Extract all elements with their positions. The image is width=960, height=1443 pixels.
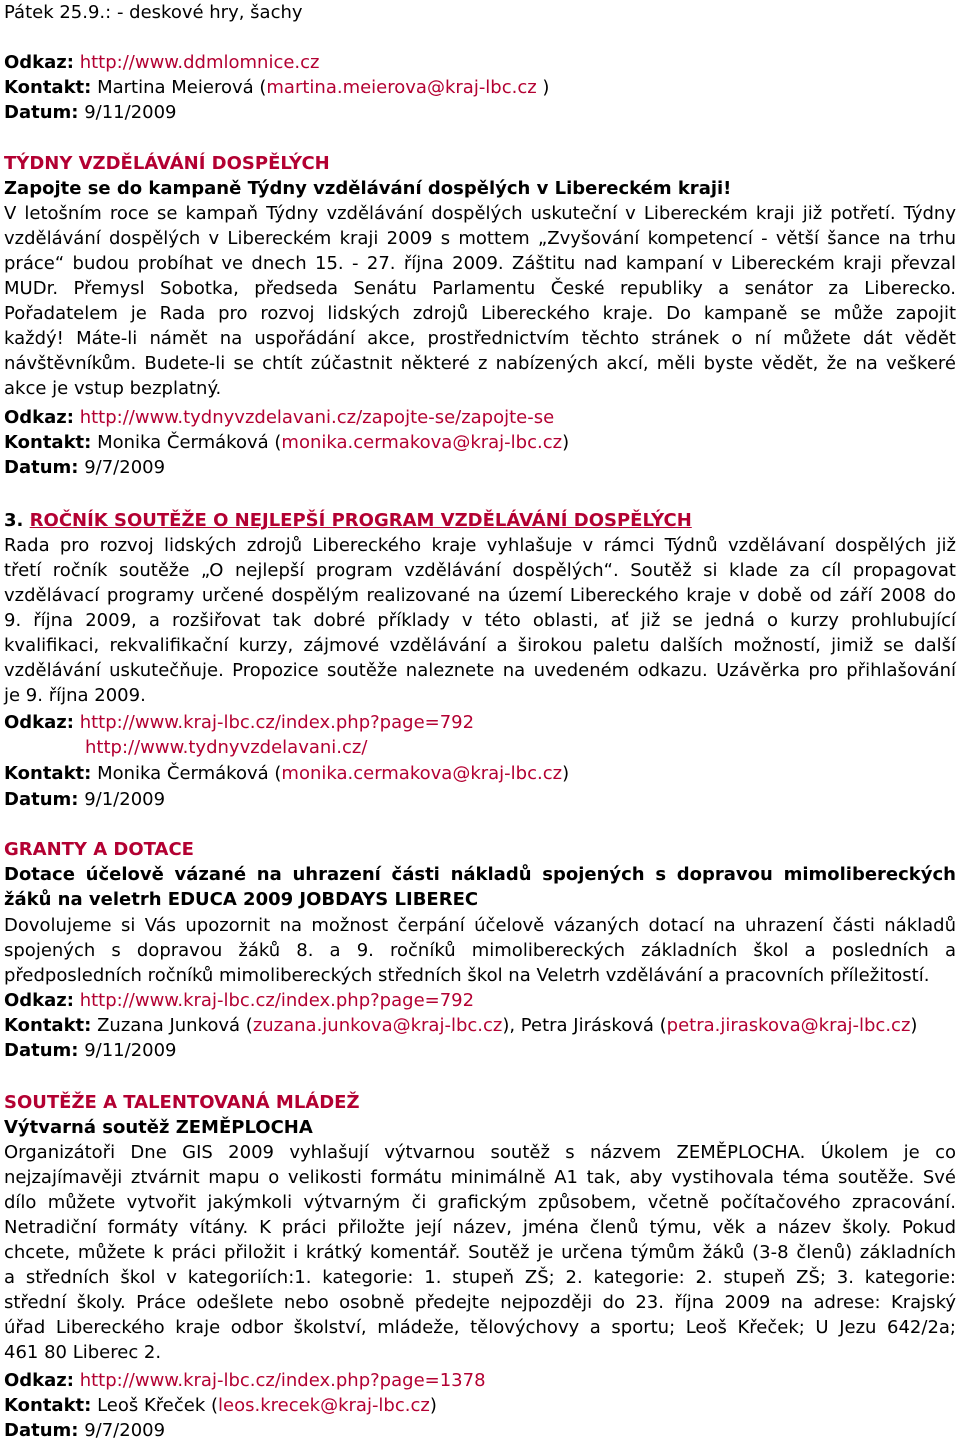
paragraph-line: 9. října 2009, a rozšiřovat tak dobré příklady v této oblasti, ať již se jedná o kurzy prohlubující [4,610,956,631]
datum-line-1 [4,100,177,125]
kontakt-name: Leoš Křeček ( [97,1395,218,1416]
paragraph-line: každý! Máte-li námět na uspořádání akce, prostřednictvím těchto stránek o ní můžete dát vědět [4,328,956,349]
kontakt-name-second: ), Petra Jirásková ( [502,1015,667,1036]
kontakt-email-link[interactable]: leos.krecek@kraj-lbc.cz [218,1395,430,1416]
datum-value: 9/7/2009 [84,1420,166,1441]
heading-title: ROČNÍK SOUTĚŽE O NEJLEPŠÍ PROGRAM VZDĚLÁVÁNÍ DOSPĚLÝCH [29,510,692,531]
paragraph-line: Pořadatelem je Rada pro rozvoj lidských zdrojů Libereckého kraje. Do kampaně se může zapojit [4,303,956,324]
kontakt-label: Kontakt: [4,432,92,453]
paragraph-line: vzdělávací programy určené dospělým realizované na území Libereckého kraje v době od září 2008 do [4,585,956,606]
top-line: Pátek 25.9.: - deskové hry, šachy [4,2,303,23]
odkaz-label: Odkaz: [4,1370,74,1391]
kontakt-label: Kontakt: [4,77,92,98]
odkaz-link-secondary[interactable]: http://www.tydnyvzdelavani.cz/ [85,737,368,758]
datum-value: 9/7/2009 [84,457,166,478]
paragraph-line: 461 80 Liberec 2. [4,1342,162,1363]
odkaz-line-4 [4,988,474,1013]
datum-value: 9/1/2009 [84,789,166,810]
odkaz-line-2 [4,405,554,430]
kontakt-email-link[interactable]: martina.meierova@kraj-lbc.cz [266,77,537,98]
datum-label: Datum: [4,1040,79,1061]
paragraph-line: a středních škol v kategoriích:1. kategorie: 1. stupeň ZŠ; 2. kategorie: 2. stupeň ZŠ; 3. kategorie: [4,1267,956,1288]
odkaz-line-3b [85,735,367,760]
paragraph-line: Netradiční formáty vítány. K práci přiložte její název, jména členů týmu, věk a název školy. Pokud [4,1217,956,1238]
paragraph-line: je 9. října 2009. [4,685,146,706]
kontakt-label: Kontakt: [4,1015,92,1036]
kontakt-line-3 [4,761,569,786]
kontakt-close: ) [536,77,550,98]
datum-label: Datum: [4,789,79,810]
paragraph-line: vzdělávání uskutečňuje. Propozice soutěže naleznete na uvedeném odkazu. Uzávěrka pro přihlašování [4,660,956,681]
odkaz-label: Odkaz: [4,712,74,733]
paragraph-line: MUDr. Přemysl Sobotka, předseda Senátu Parlamentu České republiky a senátor za Liberecko. [4,278,956,299]
datum-line-5 [4,1418,165,1443]
kontakt-line-4 [4,1013,917,1038]
kontakt-label: Kontakt: [4,1395,92,1416]
section-subheading-mladez: Výtvarná soutěž ZEMĚPLOCHA [4,1117,313,1138]
datum-line-2 [4,455,165,480]
paragraph-line: Dovolujeme si Vás upozornit na možnost čerpání účelově vázaných dotací na uhrazení části nákladů [4,915,956,936]
datum-label: Datum: [4,1420,79,1441]
section-heading-granty: GRANTY A DOTACE [4,839,194,860]
kontakt-close: ) [429,1395,437,1416]
kontakt-close: ) [910,1015,918,1036]
odkaz-link[interactable]: http://www.kraj-lbc.cz/index.php?page=1378 [79,1370,486,1391]
paragraph-line: úřad Libereckého kraje odbor školství, mládeže, tělovýchovy a sportu; Leoš Křeček; U Jezu 642/2a; [4,1317,956,1338]
kontakt-email-link[interactable]: monika.cermakova@kraj-lbc.cz [281,763,563,784]
odkaz-label: Odkaz: [4,990,74,1011]
section-subheading-granty: Dotace účelově vázané na uhrazení části nákladů spojených s dopravou mimolibereckých [4,864,956,885]
kontakt-line-5 [4,1393,437,1418]
datum-line-4 [4,1038,177,1063]
kontakt-close: ) [562,432,570,453]
kontakt-name: Monika Čermáková ( [97,432,282,453]
kontakt-close: ) [562,763,570,784]
kontakt-email-link[interactable]: monika.cermakova@kraj-lbc.cz [281,432,563,453]
kontakt-line-1 [4,75,549,100]
kontakt-line-2 [4,430,569,455]
odkaz-label: Odkaz: [4,407,74,428]
datum-line-3 [4,787,165,812]
datum-label: Datum: [4,102,79,123]
section-heading-mladez: SOUTĚŽE A TALENTOVANÁ MLÁDEŽ [4,1092,360,1113]
kontakt-name: Martina Meierová ( [97,77,267,98]
odkaz-link[interactable]: http://www.kraj-lbc.cz/index.php?page=792 [79,990,475,1011]
paragraph-line: střední školy. Práce odešlete nebo osobně předejte nejpozději do 23. října 2009 na adrese: Krajský [4,1292,956,1313]
paragraph-line: akce je vstup bezplatný. [4,378,222,399]
paragraph-line: třetí ročník soutěže „O nejlepší program vzdělávání dospělých“. Soutěž si klade za cíl propagovat [4,560,956,581]
odkaz-link[interactable]: http://www.tydnyvzdelavani.cz/zapojte-se/zapojte-se [79,407,555,428]
heading-number: 3. [4,510,24,531]
paragraph-line: vzdělávání dospělých v Libereckém kraji 2009 s mottem „Zvyšování kompetencí - větší šance na trhu [4,228,956,249]
datum-value: 9/11/2009 [84,1040,177,1061]
kontakt-name: Zuzana Junková ( [97,1015,253,1036]
paragraph-line: práce“ budou probíhat ve dnech 15. - 27. října 2009. Záštitu nad kampaní v Libereckém kraji převzal [4,253,956,274]
odkaz-link[interactable]: http://www.kraj-lbc.cz/index.php?page=792 [79,712,475,733]
paragraph-line: předposledních ročníků mimolibereckých středních škol na Veletrh vzdělávání a pracovních příležitostí. [4,965,930,986]
odkaz-line-1 [4,50,319,75]
odkaz-label: Odkaz: [4,52,74,73]
paragraph-line: chcete, můžete k práci přiložit i krátký komentář. Soutěž je určena týmům žáků (3-8 členů) základních [4,1242,956,1263]
odkaz-line-3 [4,710,474,735]
odkaz-line-5 [4,1368,486,1393]
kontakt-name: Monika Čermáková ( [97,763,282,784]
kontakt-email-link[interactable]: zuzana.junkova@kraj-lbc.cz [252,1015,503,1036]
section-subheading-tydny: Zapojte se do kampaně Týdny vzdělávání dospělých v Libereckém kraji! [4,178,732,199]
paragraph-line: spojených s dopravou žáků 8. a 9. ročníků mimolibereckých základních škol a posledních a [4,940,956,961]
paragraph-line: kvalifikaci, rekvalifikační kurzy, zájmové vzdělávání a širokou paletu dalších možností, jimiž se další [4,635,956,656]
paragraph-line: V letošním roce se kampaň Týdny vzdělávání dospělých uskuteční v Libereckém kraji již potřetí. Týdny [4,203,956,224]
odkaz-link[interactable]: http://www.ddmlomnice.cz [79,52,320,73]
datum-label: Datum: [4,457,79,478]
paragraph-line: dílo můžete vytvořit jakýmkoli výtvarným či grafickým způsobem, včetně počítačového zpracování. [4,1192,956,1213]
kontakt-email-link-second[interactable]: petra.jiraskova@kraj-lbc.cz [666,1015,911,1036]
paragraph-line: nejzajímavěji ztvárnit mapu o velikosti formátu minimálně A1 tak, aby vystihovala téma soutěže. Své [4,1167,956,1188]
kontakt-label: Kontakt: [4,763,92,784]
section-heading-soutez [4,508,692,533]
section-subheading-granty: žáků na veletrh EDUCA 2009 JOBDAYS LIBEREC [4,889,479,910]
section-heading-tydny: TÝDNY VZDĚLÁVÁNÍ DOSPĚLÝCH [4,153,330,174]
paragraph-line: Organizátoři Dne GIS 2009 vyhlašují výtvarnou soutěž s názvem ZEMĚPLOCHA. Úkolem je co [4,1142,956,1163]
paragraph-line: návštěvníkům. Budete-li se chtít zúčastnit některé z nabízených akcí, měli byste vědět, že na veškeré [4,353,956,374]
datum-value: 9/11/2009 [84,102,177,123]
paragraph-line: Rada pro rozvoj lidských zdrojů Libereckého kraje vyhlašuje v rámci Týdnů vzdělávaní dospělých již [4,535,956,556]
